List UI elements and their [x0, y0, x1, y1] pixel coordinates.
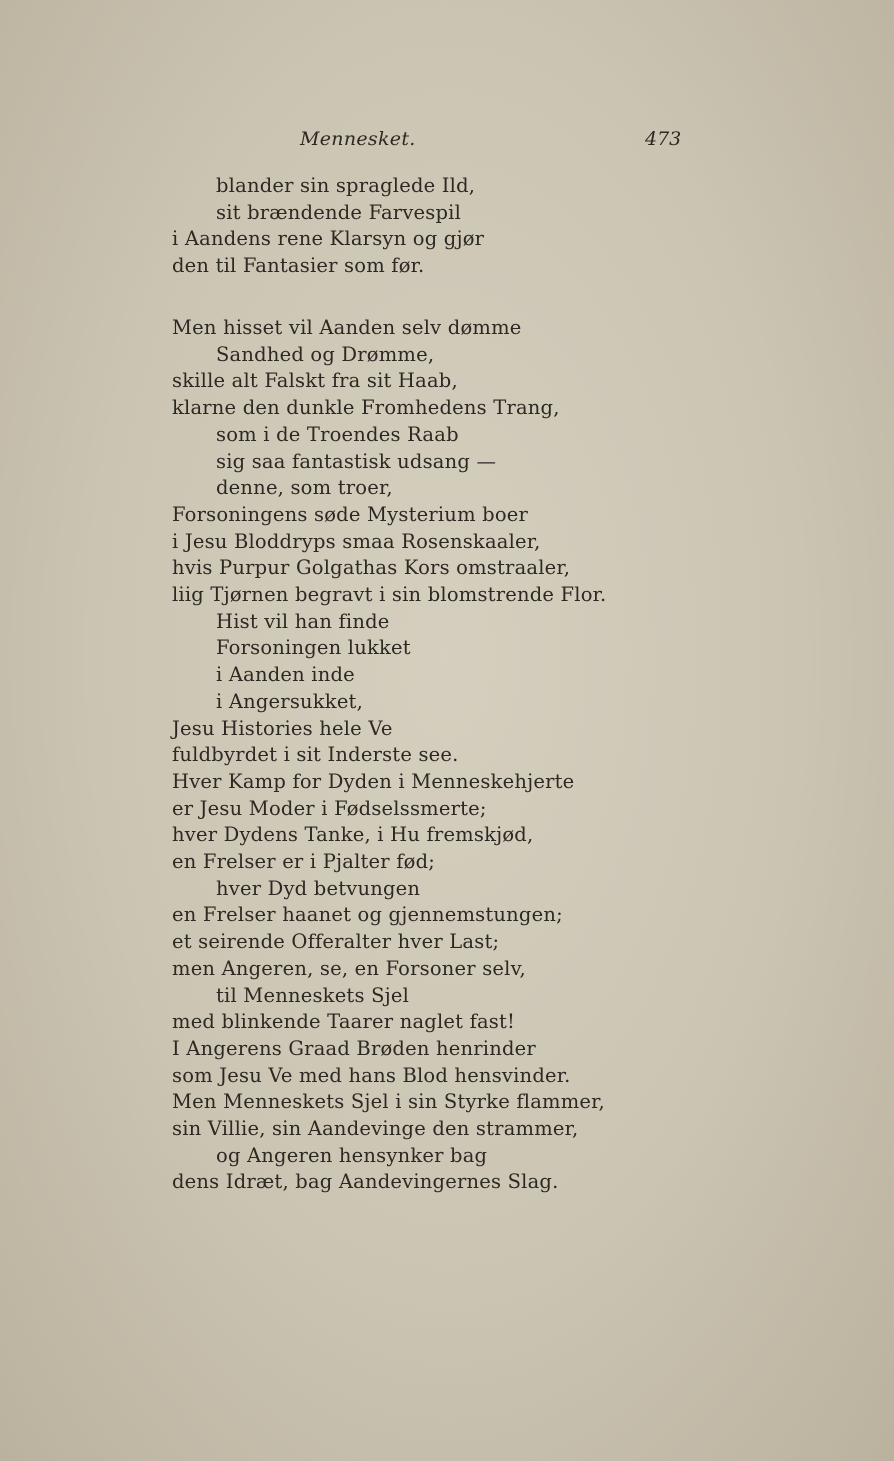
poem-line: Men hisset vil Aanden selv dømme	[172, 316, 522, 339]
poem-line: Forsoningen lukket	[216, 636, 411, 660]
poem-line: i Jesu Bloddryps smaa Rosenskaaler,	[172, 529, 541, 553]
poem-line: den til Fantasier som før.	[172, 254, 425, 278]
poem-line: Hist vil han finde	[216, 609, 390, 633]
poem-line: sit brændende Farvespil	[216, 200, 462, 224]
poem-line: Sandhed og Drømme,	[216, 342, 435, 366]
poem-line: en Frelser haanet og gjennemstungen;	[172, 903, 563, 927]
poem-line: denne, som troer,	[216, 476, 393, 500]
poem-line: som Jesu Ve med hans Blod hensvinder.	[172, 1063, 571, 1087]
poem-line: sin Villie, sin Aandevinge den strammer,	[172, 1117, 579, 1140]
poem-line: i Aandens rene Klarsyn og gjør	[172, 227, 485, 251]
poem-line: Jesu Histories hele Ve	[172, 716, 393, 740]
poem-line: i Angersukket,	[216, 689, 363, 713]
poem-line: skille alt Falskt fra sit Haab,	[172, 369, 458, 393]
poem-line: hver Dydens Tanke, i Hu fremskjød,	[172, 823, 534, 847]
poem-line: med blinkende Taarer naglet fast!	[172, 1010, 516, 1034]
poem-line: I Angerens Graad Brøden henrinder	[172, 1036, 536, 1060]
poem-line: Men Menneskets Sjel i sin Styrke flammer,	[172, 1090, 605, 1114]
poem-line: hvis Purpur Golgathas Kors omstraaler,	[172, 556, 571, 580]
poem-line: liig Tjørnen begravt i sin blomstrende Flor.	[172, 583, 607, 606]
poem-line: fuldbyrdet i sit Inderste see.	[172, 743, 459, 767]
poem-line: et seirende Offeralter hver Last;	[172, 930, 500, 954]
poem-line: en Frelser er i Pjalter fød;	[172, 850, 436, 873]
poem-line: Hver Kamp for Dyden i Menneskehjerte	[172, 769, 575, 793]
poem-line: men Angeren, se, en Forsoner selv,	[172, 956, 526, 980]
poem-line: dens Idræt, bag Aandevingernes Slag.	[172, 1170, 559, 1194]
poem-line: til Menneskets Sjel	[216, 983, 410, 1007]
poem-line: og Angeren hensynker bag	[216, 1143, 488, 1167]
page-number: 473	[645, 128, 682, 150]
poem-line: som i de Troendes Raab	[216, 422, 459, 446]
poem-line: hver Dyd betvungen	[216, 876, 421, 900]
poem-line: sig saa fantastisk udsang —	[216, 449, 497, 473]
poem-line: er Jesu Moder i Fødselssmerte;	[172, 796, 487, 820]
poem-line: i Aanden inde	[216, 663, 355, 687]
poem-line: Forsoningens søde Mysterium boer	[172, 502, 529, 526]
poem-line: blander sin spraglede Ild,	[216, 174, 476, 197]
poem-line: klarne den dunkle Fromhedens Trang,	[172, 396, 560, 420]
running-title: Mennesket.	[300, 128, 416, 150]
